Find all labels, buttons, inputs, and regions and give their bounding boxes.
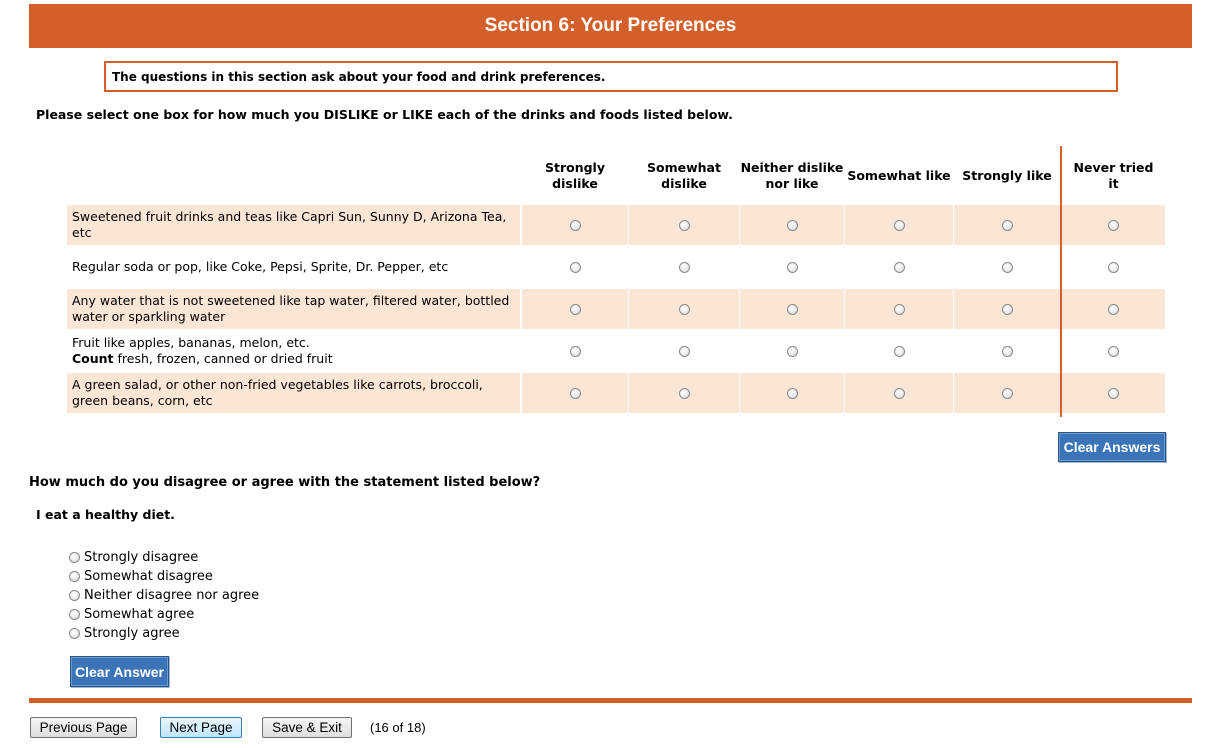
grid-header-row: [67, 146, 1165, 205]
grid-cell: [522, 289, 628, 329]
page-counter: (16 of 18): [370, 720, 426, 735]
radio-button[interactable]: [787, 388, 798, 399]
grid-cell: [740, 331, 844, 371]
grid-cell: [629, 205, 739, 245]
column-header: Somewhat dislike: [647, 159, 721, 191]
radio-button[interactable]: [69, 628, 80, 639]
radio-button[interactable]: [787, 304, 798, 315]
agree-statement: I eat a healthy diet.: [36, 507, 175, 522]
grid-cell: [522, 373, 628, 413]
grid-cell: [629, 289, 739, 329]
intro-box: [104, 61, 1118, 92]
column-header: Strongly like: [962, 167, 1052, 183]
radio-button[interactable]: [1108, 304, 1119, 315]
row-label: Sweetened fruit drinks and teas like Capri Sun, Sunny D, Arizona Tea, etc: [67, 205, 520, 245]
radio-button[interactable]: [570, 304, 581, 315]
row-label-line: Fruit like apples, bananas, melon, etc.: [72, 335, 310, 350]
grid-row: [67, 331, 1165, 373]
next-page-button[interactable]: Next Page: [160, 717, 242, 738]
agree-option[interactable]: [69, 624, 259, 643]
grid-cell: [629, 247, 739, 287]
grid-cell: [522, 331, 628, 371]
clear-answer-button[interactable]: Clear Answer: [70, 656, 169, 687]
column-header: Strongly dislike: [544, 159, 605, 191]
option-label: Somewhat agree: [84, 607, 195, 622]
column-header: Never tried it: [1073, 159, 1154, 191]
grid-cell: [740, 205, 844, 245]
grid-cell: [845, 247, 953, 287]
grid-cell: [845, 373, 953, 413]
radio-button[interactable]: [1002, 220, 1013, 231]
previous-page-button[interactable]: Previous Page: [30, 717, 137, 738]
agree-options: [69, 548, 259, 643]
radio-button[interactable]: [679, 388, 690, 399]
radio-button[interactable]: [570, 388, 581, 399]
grid-cell: [522, 205, 628, 245]
column-header: Somewhat like: [847, 167, 951, 183]
radio-button[interactable]: [787, 220, 798, 231]
grid-cell: [1062, 247, 1165, 287]
option-label: Neither disagree nor agree: [84, 588, 260, 603]
footer-divider: [29, 698, 1192, 703]
grid-cell: [845, 205, 953, 245]
radio-button[interactable]: [570, 346, 581, 357]
grid-cell: [954, 373, 1060, 413]
radio-button[interactable]: [679, 220, 690, 231]
radio-button[interactable]: [1108, 220, 1119, 231]
row-label: Any water that is not sweetened like tap water, filtered water, bottled water or sparkling water: [67, 289, 520, 329]
radio-button[interactable]: [570, 262, 581, 273]
grid-cell: [954, 205, 1060, 245]
radio-button[interactable]: [1002, 304, 1013, 315]
radio-button[interactable]: [787, 262, 798, 273]
intro-text: The questions in this section ask about your food and drink preferences.: [112, 69, 606, 84]
radio-button[interactable]: [894, 262, 905, 273]
radio-button[interactable]: [1108, 388, 1119, 399]
option-label: Strongly agree: [84, 626, 180, 641]
grid-cell: [740, 247, 844, 287]
radio-button[interactable]: [69, 609, 80, 620]
grid-cell: [629, 331, 739, 371]
radio-button[interactable]: [679, 262, 690, 273]
option-label: Somewhat disagree: [84, 569, 213, 584]
radio-button[interactable]: [1108, 262, 1119, 273]
grid-row: [67, 247, 1165, 289]
grid-cell: [1062, 289, 1165, 329]
section-header: [29, 4, 1192, 48]
radio-button[interactable]: [1108, 346, 1119, 357]
grid-cell: [954, 289, 1060, 329]
grid-cell: [1062, 205, 1165, 245]
radio-button[interactable]: [679, 346, 690, 357]
option-label: Strongly disagree: [84, 550, 199, 565]
save-exit-button[interactable]: Save & Exit: [262, 717, 352, 738]
preference-grid: [67, 146, 1165, 415]
grid-cell: [740, 373, 844, 413]
row-label: A green salad, or other non-fried vegetables like carrots, broccoli, green beans, corn, etc: [67, 373, 520, 413]
radio-button[interactable]: [679, 304, 690, 315]
radio-button[interactable]: [787, 346, 798, 357]
grid-cell: [522, 247, 628, 287]
grid-cell: [1062, 373, 1165, 413]
grid-cell: [629, 373, 739, 413]
radio-button[interactable]: [69, 571, 80, 582]
column-header: Neither dislike nor like: [740, 159, 844, 191]
radio-button[interactable]: [1002, 346, 1013, 357]
agree-option[interactable]: [69, 605, 259, 624]
row-label-emphasis: Count: [72, 351, 114, 366]
radio-button[interactable]: [894, 304, 905, 315]
section-title: Section 6: Your Preferences: [484, 15, 737, 36]
grid-cell: [845, 289, 953, 329]
row-label: [67, 331, 520, 371]
radio-button[interactable]: [894, 388, 905, 399]
clear-answers-button[interactable]: Clear Answers: [1058, 432, 1166, 462]
never-tried-divider: [1060, 146, 1062, 417]
agree-option[interactable]: [69, 586, 259, 605]
agree-option[interactable]: [69, 567, 259, 586]
agree-question: How much do you disagree or agree with the statement listed below?: [29, 475, 541, 490]
grid-instruction: Please select one box for how much you DISLIKE or LIKE each of the drinks and foods listed below.: [36, 107, 733, 122]
grid-row: [67, 289, 1165, 331]
radio-button[interactable]: [894, 346, 905, 357]
grid-cell: [954, 247, 1060, 287]
agree-option[interactable]: [69, 548, 259, 567]
radio-button[interactable]: [570, 220, 581, 231]
grid-row: [67, 373, 1165, 415]
radio-button[interactable]: [69, 552, 80, 563]
grid-cell: [1062, 331, 1165, 371]
radio-button[interactable]: [894, 220, 905, 231]
grid-cell: [954, 331, 1060, 371]
row-label: Regular soda or pop, like Coke, Pepsi, Sprite, Dr. Pepper, etc: [72, 259, 449, 274]
row-label-line: fresh, frozen, canned or dried fruit: [113, 351, 333, 366]
grid-cell: [740, 289, 844, 329]
grid-row: [67, 205, 1165, 247]
radio-button[interactable]: [69, 590, 80, 601]
radio-button[interactable]: [1002, 262, 1013, 273]
radio-button[interactable]: [1002, 388, 1013, 399]
grid-cell: [845, 331, 953, 371]
